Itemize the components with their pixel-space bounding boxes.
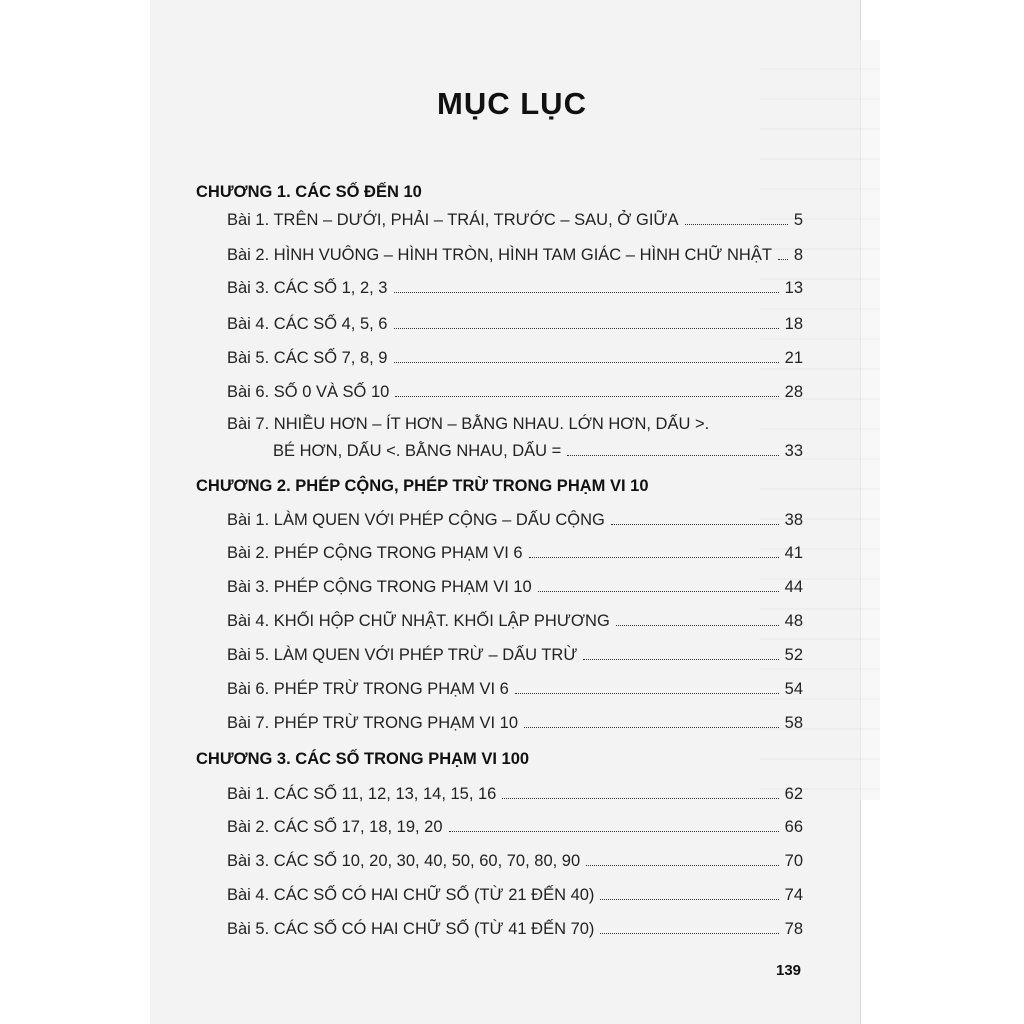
- toc-entry-label: Bài 5. CÁC SỐ 7, 8, 9: [227, 349, 388, 367]
- toc-entry-page: 78: [784, 920, 803, 938]
- dot-leader: [524, 726, 779, 728]
- toc-entry-page: 28: [784, 383, 803, 401]
- dot-leader: [394, 361, 779, 363]
- dot-leader: [583, 658, 778, 660]
- toc-entry-label: Bài 4. CÁC SỐ CÓ HAI CHỮ SỐ (TỪ 21 ĐẾN 40): [227, 886, 595, 904]
- dot-leader: [515, 692, 779, 694]
- toc-entry[interactable]: [227, 383, 803, 402]
- toc-entry[interactable]: [227, 511, 803, 530]
- toc-entry[interactable]: [227, 246, 803, 265]
- dot-leader: [395, 395, 778, 397]
- toc-entry[interactable]: [227, 612, 803, 631]
- toc-entry-page: 41: [784, 544, 803, 562]
- dot-leader: [567, 454, 778, 456]
- toc-entry[interactable]: [227, 785, 803, 804]
- toc-entry-page: 8: [793, 246, 803, 264]
- toc-entry-page: 21: [784, 349, 803, 367]
- toc-entry-page: 70: [784, 852, 803, 870]
- toc-entry-label-line1[interactable]: Bài 7. NHIỀU HƠN – ÍT HƠN – BẰNG NHAU. LỚN HƠN, DẤU >.: [227, 415, 710, 433]
- toc-entry-label: Bài 4. KHỐI HỘP CHỮ NHẬT. KHỐI LẬP PHƯƠNG: [227, 612, 610, 630]
- toc-entry-page: 48: [784, 612, 803, 630]
- dot-leader: [600, 932, 778, 934]
- toc-entry-label: Bài 6. SỐ 0 VÀ SỐ 10: [227, 383, 390, 401]
- toc-entry-page: 74: [784, 886, 803, 904]
- toc-entry-page: 33: [784, 442, 803, 460]
- toc-entry-label: Bài 3. CÁC SỐ 1, 2, 3: [227, 279, 388, 297]
- toc-entry[interactable]: [227, 852, 803, 871]
- toc-entry-page: 52: [784, 646, 803, 664]
- toc-entry-page: 13: [784, 279, 803, 297]
- dot-leader: [502, 797, 778, 799]
- toc-entry-page: 5: [793, 211, 803, 229]
- toc-entry-page: 62: [784, 785, 803, 803]
- dot-leader: [611, 523, 779, 525]
- toc-entry-page: 44: [784, 578, 803, 596]
- toc-entry[interactable]: [227, 349, 803, 368]
- toc-entry[interactable]: [227, 646, 803, 665]
- dot-leader: [529, 556, 779, 558]
- toc-entry-label: Bài 2. PHÉP CỘNG TRONG PHẠM VI 6: [227, 544, 523, 562]
- toc-entry[interactable]: [227, 920, 803, 939]
- toc-entry[interactable]: [227, 714, 803, 733]
- toc-entry-page: 18: [784, 315, 803, 333]
- toc-entry-label: Bài 2. CÁC SỐ 17, 18, 19, 20: [227, 818, 443, 836]
- toc-entry[interactable]: [227, 578, 803, 597]
- toc-entry-page: 38: [784, 511, 803, 529]
- page-title: MỤC LỤC: [437, 86, 587, 121]
- toc-entry-label: Bài 5. LÀM QUEN VỚI PHÉP TRỪ – DẤU TRỪ: [227, 646, 578, 664]
- chapter-1-title: CHƯƠNG 1. CÁC SỐ ĐẾN 10: [196, 183, 422, 201]
- dot-leader: [600, 898, 778, 900]
- toc-entry[interactable]: [227, 211, 803, 230]
- dot-leader: [538, 590, 779, 592]
- toc-entry-label: Bài 4. CÁC SỐ 4, 5, 6: [227, 315, 388, 333]
- dot-leader: [685, 223, 788, 225]
- toc-entry[interactable]: [227, 279, 803, 298]
- toc-entry[interactable]: [227, 544, 803, 563]
- dot-leader: [586, 864, 778, 866]
- toc-entry-label: Bài 5. CÁC SỐ CÓ HAI CHỮ SỐ (TỪ 41 ĐẾN 70): [227, 920, 595, 938]
- toc-entry-label: Bài 7. PHÉP TRỪ TRONG PHẠM VI 10: [227, 714, 519, 732]
- dot-leader: [449, 830, 779, 832]
- toc-entry-page: 58: [784, 714, 803, 732]
- toc-entry-label: Bài 1. CÁC SỐ 11, 12, 13, 14, 15, 16: [227, 785, 497, 803]
- page-number: 139: [776, 962, 802, 979]
- toc-entry-label-line2: BÉ HƠN, DẤU <. BẰNG NHAU, DẤU =: [273, 442, 562, 460]
- dot-leader: [394, 291, 779, 293]
- toc-entry-continuation[interactable]: [273, 442, 803, 461]
- toc-entry-label: Bài 3. PHÉP CỘNG TRONG PHẠM VI 10: [227, 578, 532, 596]
- dot-leader: [394, 327, 779, 329]
- toc-entry[interactable]: [227, 886, 803, 905]
- chapter-2-title: CHƯƠNG 2. PHÉP CỘNG, PHÉP TRỪ TRONG PHẠM VI 10: [196, 477, 649, 495]
- toc-entry-label: Bài 1. LÀM QUEN VỚI PHÉP CỘNG – DẤU CỘNG: [227, 511, 605, 529]
- toc-entry[interactable]: [227, 818, 803, 837]
- chapter-3-title: CHƯƠNG 3. CÁC SỐ TRONG PHẠM VI 100: [196, 750, 530, 768]
- toc-entry[interactable]: [227, 315, 803, 334]
- toc-entry-label: Bài 3. CÁC SỐ 10, 20, 30, 40, 50, 60, 70, 80, 90: [227, 852, 581, 870]
- toc-entry[interactable]: [227, 680, 803, 699]
- toc-entry-label: Bài 6. PHÉP TRỪ TRONG PHẠM VI 6: [227, 680, 509, 698]
- dot-leader: [616, 624, 779, 626]
- toc-entry-page: 54: [784, 680, 803, 698]
- toc-entry-label: Bài 1. TRÊN – DƯỚI, PHẢI – TRÁI, TRƯỚC – SAU, Ở GIỮA: [227, 211, 679, 229]
- toc-entry-page: 66: [784, 818, 803, 836]
- toc-entry-label: Bài 2. HÌNH VUÔNG – HÌNH TRÒN, HÌNH TAM GIÁC – HÌNH CHỮ NHẬT: [227, 246, 772, 264]
- dot-leader: [778, 258, 788, 260]
